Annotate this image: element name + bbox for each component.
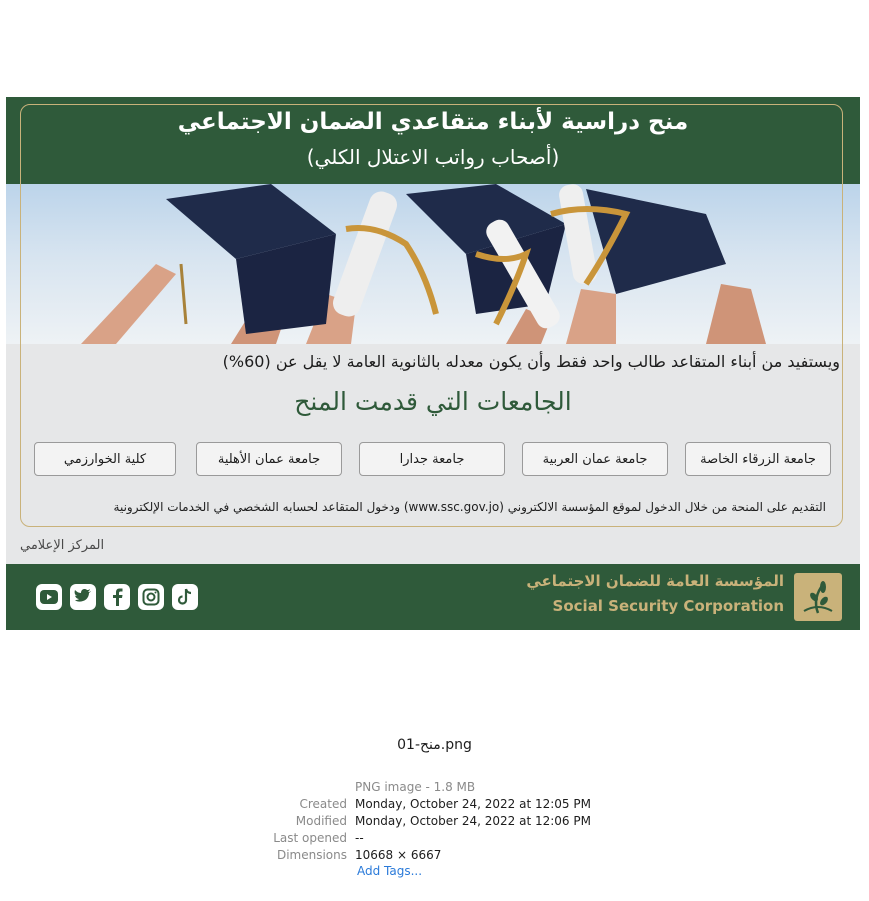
- twitter-icon: [70, 584, 96, 610]
- modified-value: Monday, October 24, 2022 at 12:06 PM: [355, 814, 591, 828]
- instagram-icon: [138, 584, 164, 610]
- ssc-logo: [794, 573, 842, 621]
- created-value: Monday, October 24, 2022 at 12:05 PM: [355, 797, 591, 811]
- last-opened-label: Last opened: [273, 831, 347, 845]
- university-box-jadara: جامعة جدارا: [359, 442, 505, 476]
- eligibility-text: ويستفيد من أبناء المتقاعد طالب واحد فقط وأن يكون معدله بالثانوية العامة لا يقل عن (60%): [222, 352, 840, 371]
- file-name: منح-01.png: [397, 737, 472, 753]
- university-box-zarqa: جامعة الزرقاء الخاصة: [685, 442, 831, 476]
- universities-heading: الجامعات التي قدمت المنح: [294, 387, 572, 416]
- dimensions-value: 10668 × 6667: [355, 848, 442, 862]
- org-name-arabic: المؤسسة العامة للضمان الاجتماعي: [526, 572, 784, 590]
- add-tags-link[interactable]: Add Tags...: [357, 864, 423, 878]
- modified-label: Modified: [295, 814, 347, 828]
- application-note: التقديم على المنحة من خلال الدخول لموقع المؤسسة الالكتروني (www.ssc.gov.jo) ودخول المتقاعد لحسابه الشخصي في الخدمات الإلكترونية: [113, 500, 826, 514]
- tiktok-icon: [172, 584, 198, 610]
- graduation-photo: [6, 184, 860, 344]
- media-center-label: المركز الإعلامي: [20, 538, 105, 553]
- last-opened-value: --: [355, 831, 364, 845]
- created-label: Created: [299, 797, 347, 811]
- org-name-english: Social Security Corporation: [552, 597, 784, 615]
- university-box-amman-arab: جامعة عمان العربية: [522, 442, 668, 476]
- university-box-khawarizmi: كلية الخوارزمي: [34, 442, 176, 476]
- image-preview: [6, 97, 860, 630]
- facebook-icon: [104, 584, 130, 610]
- flyer-subtitle: (أصحاب رواتب الاعتلال الكلي): [306, 145, 560, 169]
- youtube-icon: [36, 584, 62, 610]
- dimensions-label: Dimensions: [276, 848, 347, 862]
- flyer-title: منح دراسية لأبناء متقاعدي الضمان الاجتماعي: [177, 109, 689, 135]
- university-box-amman-ahliyya: جامعة عمان الأهلية: [196, 442, 342, 476]
- flyer-footer: [6, 564, 860, 630]
- graduation-caps-illustration: [6, 184, 860, 344]
- file-type-size: PNG image - 1.8 MB: [355, 780, 476, 794]
